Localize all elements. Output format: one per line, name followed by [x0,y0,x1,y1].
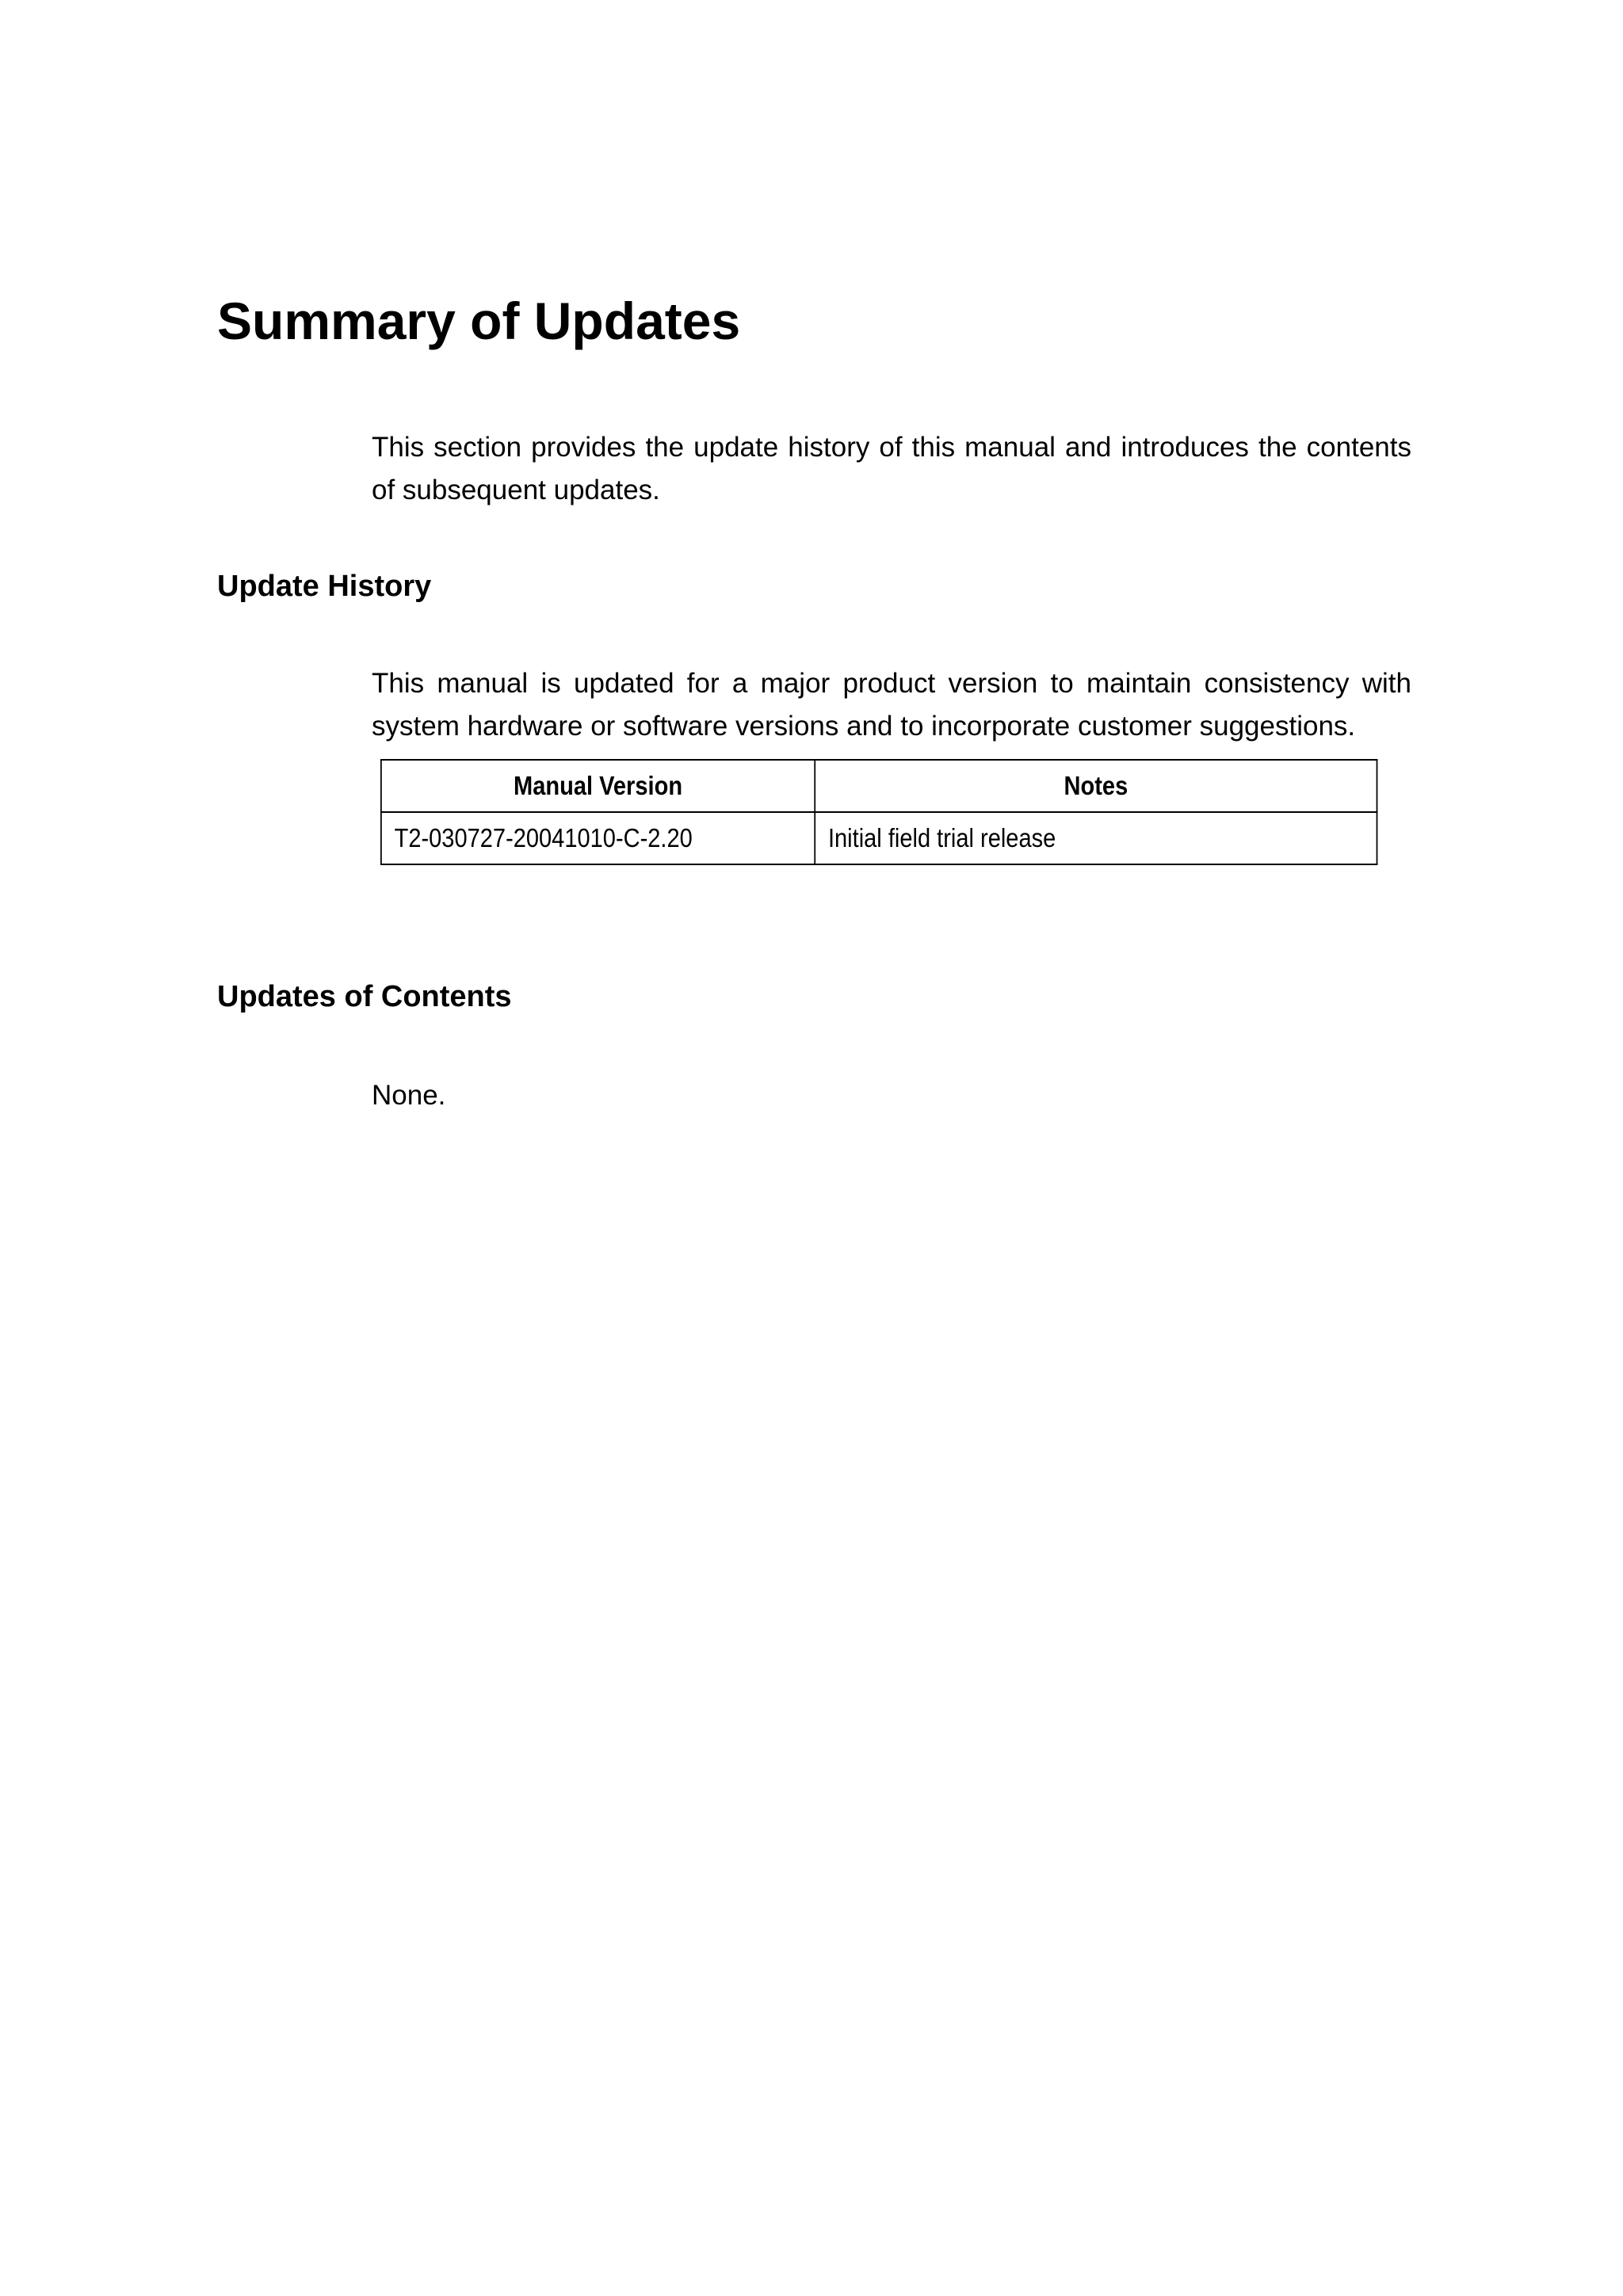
update-history-heading: Update History [217,570,432,603]
updates-of-contents-paragraph: None. [372,1080,446,1111]
cell-notes: Initial field trial release [815,812,1377,864]
update-history-paragraph: This manual is updated for a major product version to maintain consistency with system hardware or software versions and to incorporate customer suggestions. [372,668,1411,742]
cell-manual-version: T2-030727-20041010-C-2.20 [381,812,815,864]
intro-paragraph: This section provides the update history of this manual and introduces the contents of subsequent updates. [372,432,1411,505]
updates-of-contents-heading: Updates of Contents [217,980,512,1013]
page-title: Summary of Updates [217,292,741,350]
table-row [381,812,1377,864]
column-header-manual-version: Manual Version [381,760,815,812]
update-history-table [380,759,1377,865]
table-header-row [381,760,1377,812]
column-header-notes: Notes [815,760,1377,812]
